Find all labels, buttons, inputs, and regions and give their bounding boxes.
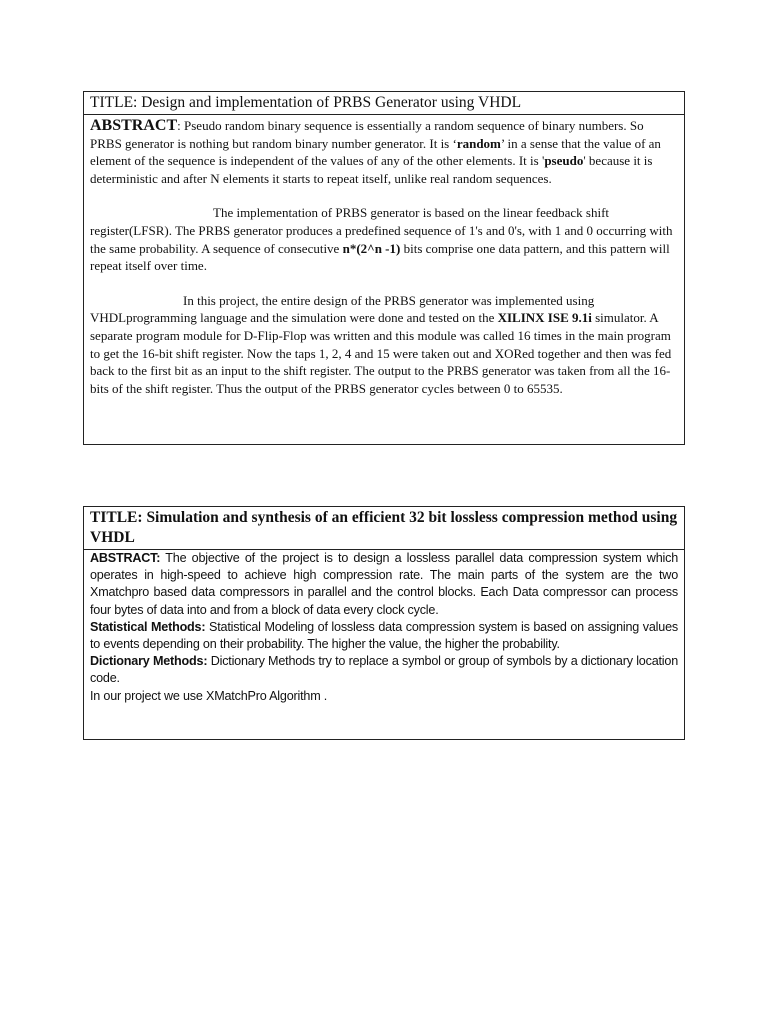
closing-line: In our project we use XMatchPro Algorithm . — [90, 688, 328, 703]
paragraph-gap — [90, 187, 678, 204]
paragraph-text: simulator. A separate program module for D-Flip-Flop was written and this module was called 16 times in the main program to get the 16-bit shift register. Now the taps 1, 2, 4 and 15 were taken out and XORed together and then was fed back to the first bit as an input to the shift register. The output to the PRBS generator was taken from all the 16-bits of the shift register. Thus the output of the PRBS generator cycles between 0 to 65535. — [90, 310, 672, 396]
project-title: Design and implementation of PRBS Generator using VHDL — [141, 94, 522, 111]
paragraph-text: Dictionary Methods try to replace a symbol or group of symbols by a dictionary location code. — [90, 654, 679, 686]
paragraph-text: ’ in a sense that the value of an element of the sequence is independent of the values of any of the other elements. It is ' — [90, 135, 661, 169]
title-label: TITLE: — [90, 509, 143, 526]
paragraph-gap — [90, 275, 678, 292]
paragraph-text: Pseudo random binary sequence is essentially a random sequence of binary numbers. So PRBS generator is nothing but random binary number generator. It is ‘ — [90, 118, 644, 151]
paragraph-text: In this project, the entire design of the PRBS generator was implemented using VHDLprogramming language and the simulation were done and tested on the — [90, 292, 595, 326]
project-title: Simulation and synthesis of an efficient 32 bit lossless compression method using VHDL — [90, 509, 678, 546]
emphasis-random: random — [456, 135, 501, 151]
abstract-paragraph-2 — [90, 204, 678, 274]
dictionary-methods-label: Dictionary Methods: — [90, 654, 208, 669]
formula: n*(2^n -1) — [342, 240, 401, 256]
statistical-methods-paragraph — [90, 619, 678, 653]
abstract-paragraph-1 — [90, 117, 678, 187]
emphasis-pseudo: pseudo — [544, 153, 584, 169]
project-box-compression — [83, 506, 685, 740]
project-title-row — [84, 92, 684, 115]
title-label: TITLE: — [90, 94, 138, 111]
abstract-label: ABSTRACT: — [90, 551, 161, 565]
abstract-paragraph-3 — [90, 292, 678, 398]
tool-name: XILINX ISE 9.1i — [497, 310, 592, 326]
paragraph-text: Statistical Modeling of lossless data compression system is based on assigning values to events depending on their probability. The higher the value, the higher the probability. — [90, 619, 678, 652]
statistical-methods-label: Statistical Methods: — [90, 619, 206, 634]
paragraph-text: bits comprise one data pattern, and this pattern will repeat itself over time. — [90, 240, 670, 274]
abstract-body — [84, 550, 684, 705]
abstract-paragraph — [90, 550, 678, 619]
project-title-row — [84, 507, 684, 550]
paragraph-text: The objective of the project is to design a lossless parallel data compression system which operates in high-speed to achieve high compression rate. The main parts of the system are the two Xmatchpro based data compressors in parallel and the control blocks. Each Data compressor can process four bytes of data into and from a block of data every clock cycle. — [90, 551, 678, 617]
paragraph-text: The implementation of PRBS generator is based on the linear feedback shift register(LFSR). The PRBS generator produces a predefined sequence of 1's and 0's, with 1 and 0 occurring with the same probability. A sequence of consecutive — [90, 205, 673, 256]
dictionary-methods-paragraph — [90, 653, 678, 687]
abstract-colon: : — [177, 118, 181, 133]
abstract-body — [84, 115, 684, 397]
project-box-prbs — [83, 91, 685, 445]
paragraph-text: ' because it is deterministic and after N elements it starts to repeat itself, unlike real random sequences. — [90, 153, 653, 186]
abstract-label: ABSTRACT — [90, 117, 178, 134]
